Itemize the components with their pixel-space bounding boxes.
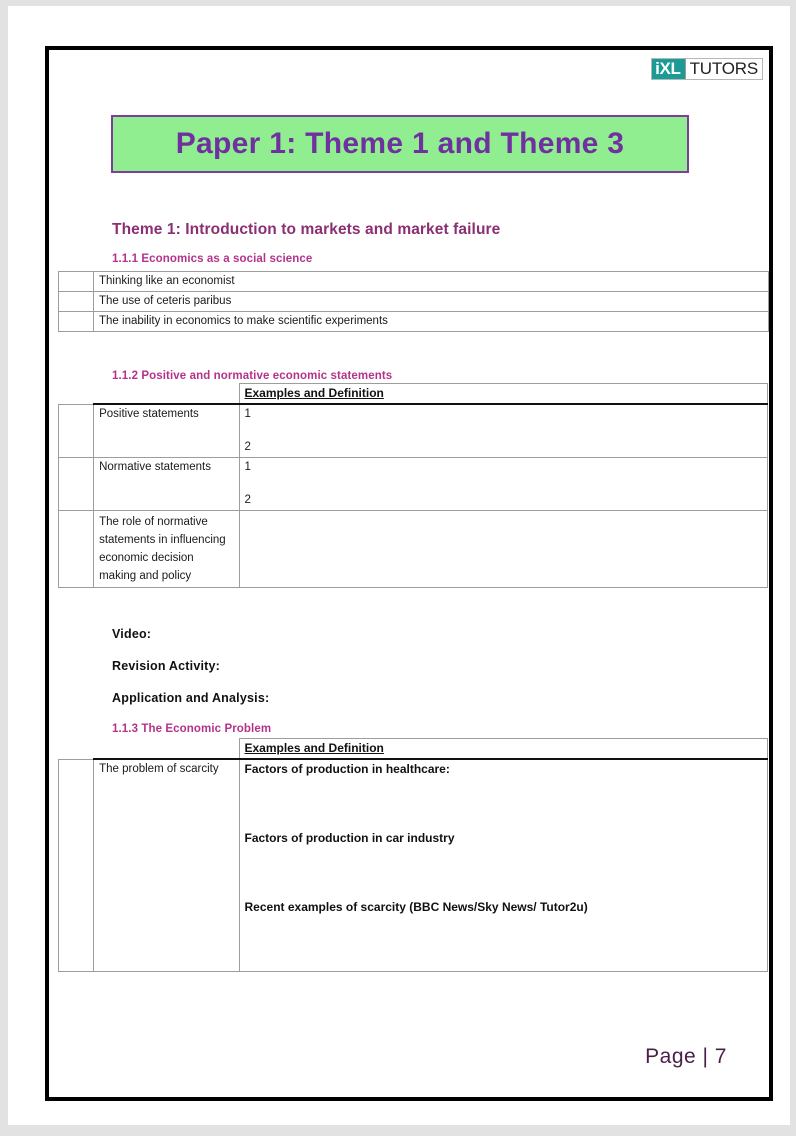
header-blank-cell-1 (59, 739, 94, 760)
table-row (59, 511, 768, 588)
row-marker-cell (59, 272, 94, 292)
ixl-tutors-logo (651, 58, 763, 80)
list-gap (245, 475, 763, 493)
title-banner (111, 115, 689, 173)
row-label-cell: Positive statements (94, 404, 239, 458)
logo-word-text: TUTORS (689, 59, 758, 78)
header-blank-cell-1 (59, 384, 94, 405)
row-label-cell: The use of ceteris paribus (94, 292, 769, 312)
table-row (59, 458, 768, 511)
header-examples-label: Examples and Definition (244, 741, 384, 755)
list-item: 1 (244, 408, 251, 420)
row-label-cell: The inability in economics to make scientific experiments (94, 312, 769, 332)
theme-heading: Theme 1: Introduction to markets and market failure (112, 221, 501, 238)
empty-answer-space (245, 513, 763, 565)
table-1-1-3 (58, 738, 768, 972)
page-title: Paper 1: Theme 1 and Theme 3 (175, 127, 625, 160)
section-heading-1-1-1: 1.1.1 Economics as a social science (112, 253, 313, 265)
header-examples-cell (239, 739, 768, 760)
row-marker-cell (59, 312, 94, 332)
section-heading-1-1-2: 1.1.2 Positive and normative economic statements (112, 370, 393, 382)
prompt-healthcare: Factors of production in healthcare: (244, 762, 450, 776)
row-content-cell (239, 404, 768, 458)
row-marker-cell (59, 292, 94, 312)
video-label: Video: (112, 627, 152, 641)
table-1-1-2 (58, 383, 768, 588)
row-label-cell: The role of normative statements in influencing economic decision making and policy (94, 511, 239, 588)
empty-answer-space (245, 915, 763, 969)
row-marker-cell (59, 759, 94, 972)
page-sheet (8, 6, 790, 1125)
row-marker-cell (59, 404, 94, 458)
application-analysis-label: Application and Analysis: (112, 691, 270, 705)
table-row (59, 759, 768, 972)
list-gap (245, 422, 763, 440)
revision-activity-label: Revision Activity: (112, 659, 221, 673)
page-border-frame (45, 46, 773, 1101)
header-blank-cell-2 (94, 384, 239, 405)
header-examples-label: Examples and Definition (244, 386, 384, 400)
row-label-cell: Thinking like an economist (94, 272, 769, 292)
row-content-cell (239, 458, 768, 511)
table-row (59, 272, 769, 292)
list-item: 1 (244, 461, 251, 473)
list-item: 2 (244, 494, 251, 506)
table-row (59, 292, 769, 312)
table-row (59, 404, 768, 458)
prompt-car-industry: Factors of production in car industry (244, 831, 455, 845)
header-blank-cell-2 (94, 739, 239, 760)
empty-answer-space (245, 777, 763, 831)
row-label-cell: Normative statements (94, 458, 239, 511)
prompt-recent-examples: Recent examples of scarcity (BBC News/Sky News/ Tutor2u) (244, 900, 588, 914)
table-1-1-1 (58, 271, 769, 332)
section-heading-1-1-3: 1.1.3 The Economic Problem (112, 723, 272, 735)
logo-mark-text: iXL (652, 59, 686, 79)
row-marker-cell (59, 458, 94, 511)
list-item: 2 (244, 441, 251, 453)
row-content-cell (239, 511, 768, 588)
page-number: Page | 7 (645, 1045, 727, 1068)
row-label-cell: The problem of scarcity (94, 759, 239, 972)
table-header-row (59, 739, 768, 760)
row-content-cell (239, 759, 768, 972)
row-marker-cell (59, 511, 94, 588)
table-header-row (59, 384, 768, 405)
header-examples-cell (239, 384, 768, 405)
table-row (59, 312, 769, 332)
empty-answer-space (245, 846, 763, 900)
